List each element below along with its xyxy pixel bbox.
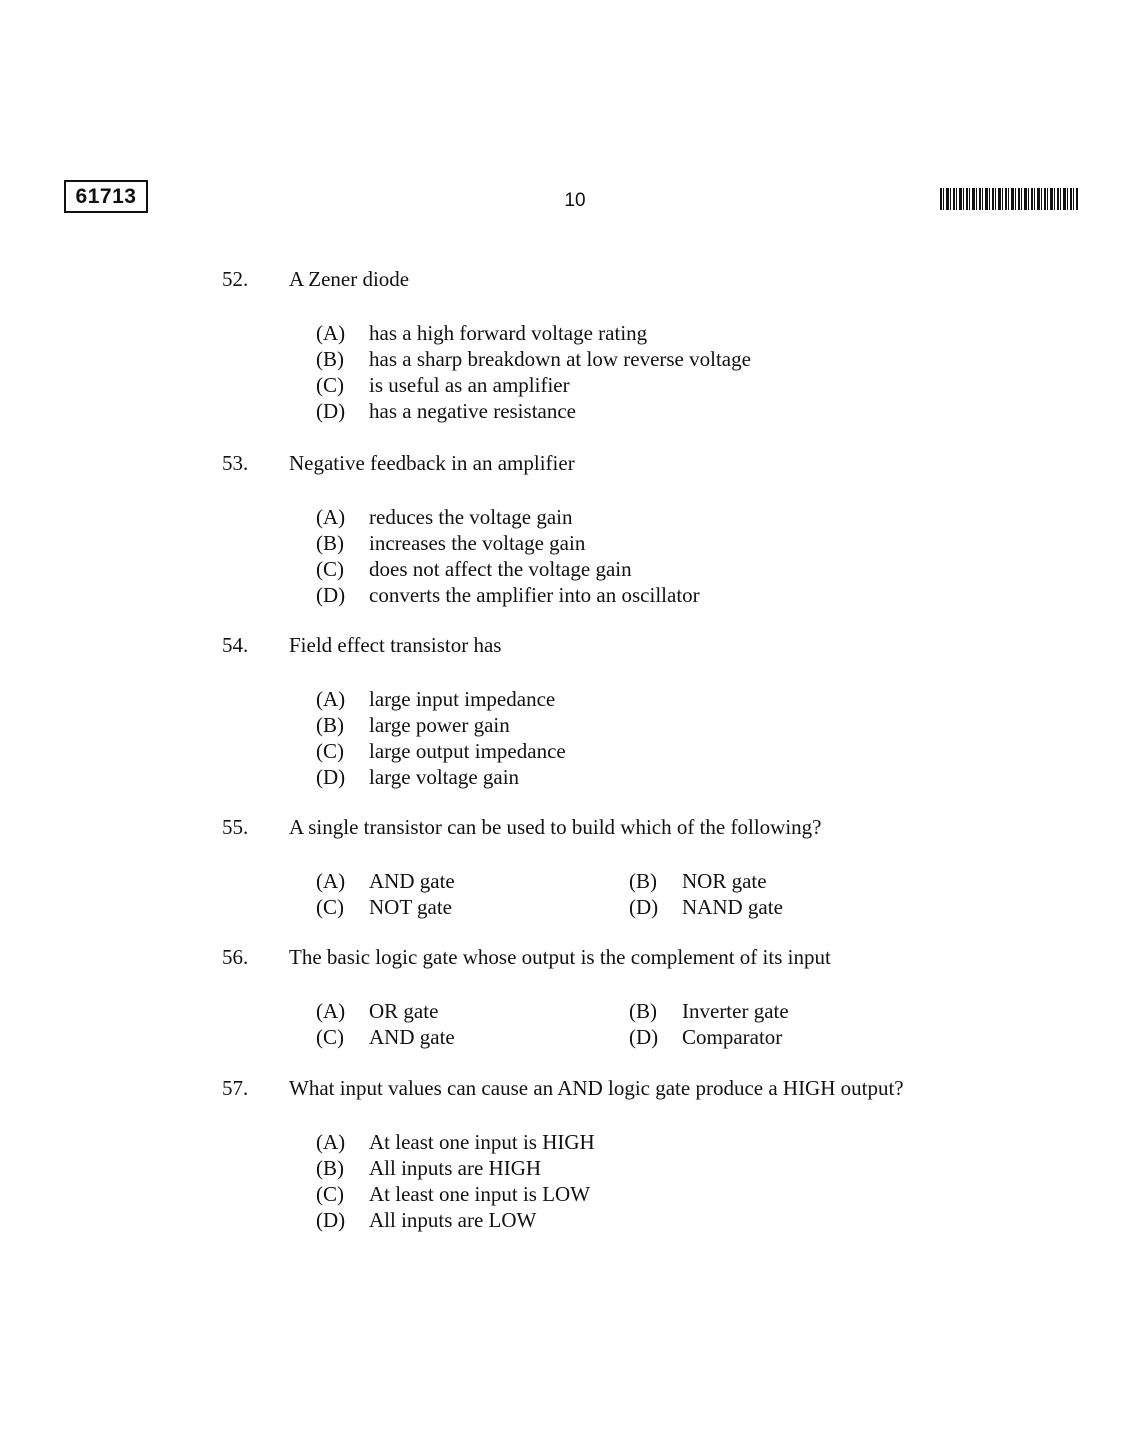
question-53: [222, 450, 942, 608]
question-text: What input values can cause an AND logic gate produce a HIGH output?: [289, 1076, 904, 1100]
question-text: A Zener diode: [289, 267, 410, 291]
option-label: (B): [316, 531, 344, 555]
option-label: (C): [316, 557, 344, 581]
option-label: (B): [316, 347, 344, 371]
option-text: AND gate: [369, 869, 455, 893]
option-text: NOT gate: [369, 895, 453, 919]
option-label: (A): [316, 999, 346, 1023]
option-label: (D): [316, 399, 346, 423]
option-text: All inputs are LOW: [369, 1208, 537, 1232]
option-d: [316, 582, 942, 608]
option-c: [316, 738, 942, 764]
option-text: NOR gate: [682, 869, 767, 893]
option-c: [316, 1024, 629, 1050]
option-d: [629, 1024, 929, 1050]
paper-code: 61713: [64, 180, 148, 213]
question-number: 54.: [222, 633, 249, 657]
option-c: [316, 556, 942, 582]
option-label: (C): [316, 1025, 344, 1049]
option-text: AND gate: [369, 1025, 455, 1049]
question-57: [222, 1075, 942, 1233]
question-number: 57.: [222, 1076, 249, 1100]
option-label: (C): [316, 1182, 344, 1206]
option-d: [316, 398, 942, 424]
option-label: (C): [316, 373, 344, 397]
question-text: The basic logic gate whose output is the complement of its input: [289, 945, 831, 969]
option-label: (A): [316, 1130, 346, 1154]
option-b: [316, 712, 942, 738]
option-text: has a negative resistance: [369, 399, 576, 423]
option-a: [316, 686, 942, 712]
option-d: [316, 764, 942, 790]
option-a: [316, 998, 629, 1024]
option-text: All inputs are HIGH: [369, 1156, 542, 1180]
option-text: At least one input is LOW: [369, 1182, 591, 1206]
option-text: has a sharp breakdown at low reverse voltage: [369, 347, 751, 371]
option-text: Comparator: [682, 1025, 783, 1049]
question-number: 55.: [222, 815, 249, 839]
option-a: [316, 320, 942, 346]
option-label: (A): [316, 869, 346, 893]
option-a: [316, 504, 942, 530]
option-a: [316, 868, 629, 894]
question-text: Field effect transistor has: [289, 633, 502, 657]
option-d: [316, 1207, 942, 1233]
option-label: (D): [629, 895, 659, 919]
option-b: [629, 868, 929, 894]
option-label: (A): [316, 505, 346, 529]
option-label: (B): [629, 999, 657, 1023]
options-list: [316, 320, 942, 424]
question-text: A single transistor can be used to build which of the following?: [289, 815, 822, 839]
options-grid: [316, 868, 942, 920]
option-text: Inverter gate: [682, 999, 789, 1023]
barcode-icon: [940, 188, 1078, 210]
option-text: does not affect the voltage gain: [369, 557, 632, 581]
question-54: [222, 632, 942, 790]
option-text: increases the voltage gain: [369, 531, 586, 555]
question-number: 52.: [222, 267, 249, 291]
question-55: [222, 814, 942, 920]
option-label: (D): [316, 1208, 346, 1232]
question-52: [222, 266, 942, 424]
options-list: [316, 686, 942, 790]
option-a: [316, 1129, 942, 1155]
option-text: reduces the voltage gain: [369, 505, 573, 529]
option-c: [316, 1181, 942, 1207]
question-56: [222, 944, 942, 1050]
option-text: has a high forward voltage rating: [369, 321, 648, 345]
option-label: (D): [316, 765, 346, 789]
option-c: [316, 372, 942, 398]
option-b: [629, 998, 929, 1024]
option-b: [316, 1155, 942, 1181]
option-text: NAND gate: [682, 895, 783, 919]
option-label: (C): [316, 739, 344, 763]
option-text: large voltage gain: [369, 765, 520, 789]
options-list: [316, 1129, 942, 1233]
option-label: (B): [629, 869, 657, 893]
option-c: [316, 894, 629, 920]
option-text: large input impedance: [369, 687, 556, 711]
option-label: (D): [629, 1025, 659, 1049]
page-number: 10: [564, 190, 586, 211]
option-label: (A): [316, 321, 346, 345]
option-label: (D): [316, 583, 346, 607]
option-text: is useful as an amplifier: [369, 373, 570, 397]
option-text: converts the amplifier into an oscillator: [369, 583, 700, 607]
option-b: [316, 530, 942, 556]
question-text: Negative feedback in an amplifier: [289, 451, 575, 475]
option-b: [316, 346, 942, 372]
question-number: 53.: [222, 451, 249, 475]
option-label: (B): [316, 1156, 344, 1180]
options-list: [316, 504, 942, 608]
option-label: (A): [316, 687, 346, 711]
option-d: [629, 894, 929, 920]
option-text: large power gain: [369, 713, 510, 737]
question-number: 56.: [222, 945, 249, 969]
option-text: OR gate: [369, 999, 439, 1023]
option-text: large output impedance: [369, 739, 566, 763]
option-text: At least one input is HIGH: [369, 1130, 595, 1154]
option-label: (B): [316, 713, 344, 737]
options-grid: [316, 998, 942, 1050]
option-label: (C): [316, 895, 344, 919]
